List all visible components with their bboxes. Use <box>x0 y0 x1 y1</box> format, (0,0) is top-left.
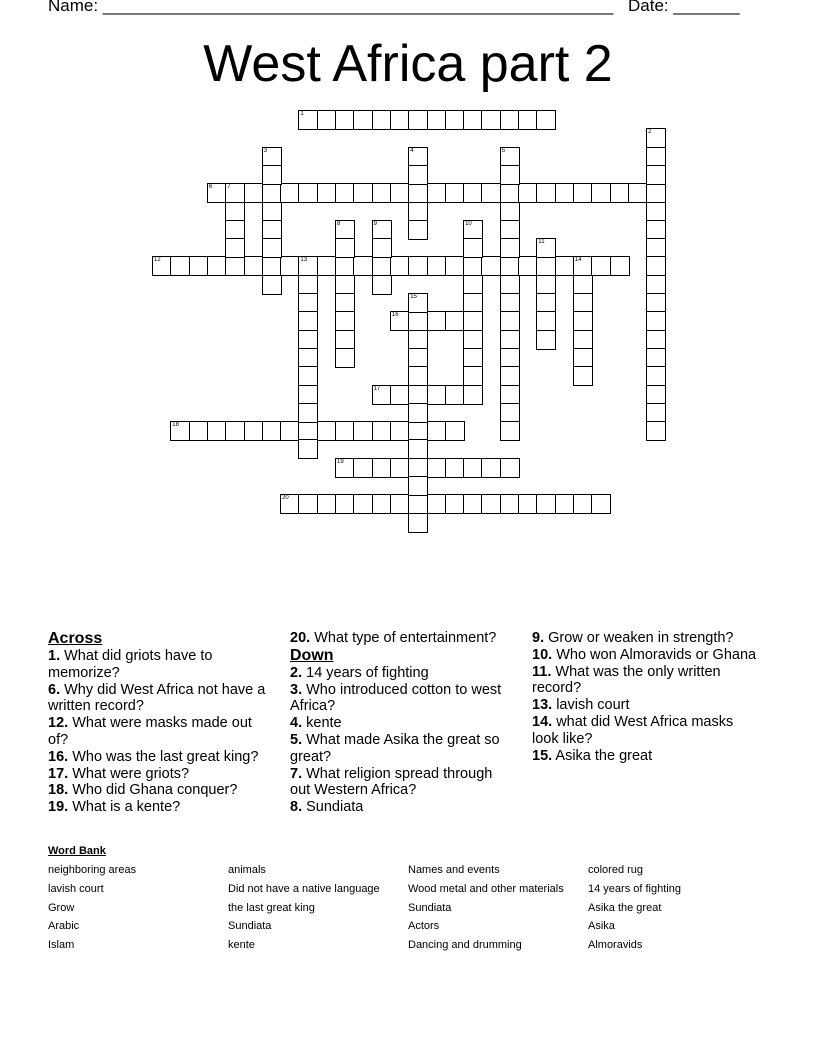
crossword-cell[interactable] <box>536 330 556 350</box>
crossword-cell[interactable] <box>573 275 593 295</box>
crossword-cell[interactable] <box>335 293 355 313</box>
crossword-cell[interactable] <box>225 256 245 276</box>
crossword-cell[interactable] <box>500 458 520 478</box>
crossword-cell[interactable] <box>463 311 483 331</box>
clue-number: 1 <box>300 111 304 117</box>
clue-number: 8 <box>337 220 341 227</box>
crossword-cell[interactable] <box>262 275 282 295</box>
clue-across-18: 18. Who did Ghana conquer? <box>48 782 238 799</box>
crossword-cell[interactable] <box>463 220 483 240</box>
clue-down-13: 13. lavish court <box>532 697 630 714</box>
crossword-cell[interactable] <box>408 421 428 441</box>
clue-column-3 <box>532 630 757 764</box>
crossword-cell[interactable] <box>500 165 520 185</box>
crossword-cell[interactable] <box>463 183 483 203</box>
crossword-cell[interactable] <box>646 202 666 222</box>
crossword-cell[interactable] <box>262 238 282 258</box>
crossword-cell[interactable] <box>463 293 483 313</box>
word-bank-item: Grow <box>48 901 75 914</box>
crossword-cell[interactable] <box>298 330 318 350</box>
crossword-cell[interactable] <box>646 421 666 441</box>
crossword-cell[interactable] <box>646 238 666 258</box>
crossword-cell[interactable] <box>573 293 593 313</box>
crossword-cell[interactable] <box>298 421 318 441</box>
crossword-cell[interactable] <box>390 385 410 405</box>
crossword-cell[interactable] <box>536 238 556 258</box>
crossword-cell[interactable] <box>262 220 282 240</box>
crossword-cell[interactable] <box>463 110 483 130</box>
crossword-cell[interactable] <box>481 494 501 514</box>
crossword-cell[interactable] <box>262 421 282 441</box>
crossword-cell[interactable] <box>262 202 282 222</box>
crossword-cell[interactable] <box>372 183 392 203</box>
crossword-cell[interactable] <box>207 183 227 203</box>
crossword-cell[interactable] <box>244 421 264 441</box>
crossword-cell[interactable] <box>463 256 483 276</box>
crossword-cell[interactable] <box>408 494 428 514</box>
crossword-cell[interactable] <box>298 275 318 295</box>
crossword-cell[interactable] <box>298 439 318 459</box>
crossword-cell[interactable] <box>225 220 245 240</box>
crossword-cell[interactable] <box>335 238 355 258</box>
clue-number: 10 <box>465 220 472 227</box>
crossword-cell[interactable] <box>481 183 501 203</box>
crossword-cell[interactable] <box>445 494 465 514</box>
crossword-cell[interactable] <box>500 238 520 258</box>
crossword-cell[interactable] <box>372 238 392 258</box>
crossword-cell[interactable] <box>573 494 593 514</box>
crossword-cell[interactable] <box>152 256 172 276</box>
crossword-cell[interactable] <box>225 421 245 441</box>
across-heading: Across <box>48 630 103 647</box>
crossword-cell[interactable] <box>536 110 556 130</box>
crossword-cell[interactable] <box>445 385 465 405</box>
crossword-cell[interactable] <box>536 275 556 295</box>
crossword-cell[interactable] <box>280 494 300 514</box>
crossword-cell[interactable] <box>408 293 428 313</box>
clue-down-3: 3. Who introduced cotton to west Africa? <box>290 681 502 715</box>
crossword-cell[interactable] <box>335 183 355 203</box>
clue-down-14: 14. what did West Africa masks look like? <box>532 713 734 747</box>
crossword-cell[interactable] <box>500 147 520 167</box>
word-bank-item: lavish court <box>48 882 104 895</box>
crossword-cell[interactable] <box>646 348 666 368</box>
crossword-cell[interactable] <box>408 476 428 496</box>
crossword-cell[interactable] <box>298 110 318 130</box>
clue-across-19: 19. What is a kente? <box>48 799 181 816</box>
clue-number: 12 <box>154 257 161 264</box>
crossword-cell[interactable] <box>518 183 538 203</box>
crossword-cell[interactable] <box>317 256 337 276</box>
crossword-cell[interactable] <box>390 458 410 478</box>
clue-down-2: 2. 14 years of fighting <box>290 664 429 681</box>
crossword-cell[interactable] <box>427 110 447 130</box>
crossword-cell[interactable] <box>372 458 392 478</box>
word-bank-item: Arabic <box>48 920 80 933</box>
crossword-cell[interactable] <box>646 128 666 148</box>
crossword-cell[interactable] <box>610 256 630 276</box>
word-bank-item: kente <box>228 939 255 952</box>
crossword-cell[interactable] <box>408 147 428 167</box>
crossword-cell[interactable] <box>390 494 410 514</box>
word-bank-item: Actors <box>408 920 440 933</box>
word-bank-item: 14 years of fighting <box>588 882 681 895</box>
crossword-cell[interactable] <box>390 110 410 130</box>
clue-number: 18 <box>172 422 179 429</box>
crossword-cell[interactable] <box>500 330 520 350</box>
clue-number: 20 <box>282 495 289 502</box>
crossword-cell[interactable] <box>207 421 227 441</box>
crossword-cell[interactable] <box>646 366 666 386</box>
crossword-cell[interactable] <box>628 183 648 203</box>
crossword-cell[interactable] <box>555 183 575 203</box>
crossword-cell[interactable] <box>573 183 593 203</box>
crossword-cell[interactable] <box>207 256 227 276</box>
crossword-cell[interactable] <box>170 256 190 276</box>
clue-across-16: 16. Who was the last great king? <box>48 748 259 765</box>
crossword-cell[interactable] <box>646 330 666 350</box>
crossword-cell[interactable] <box>500 348 520 368</box>
crossword-cell[interactable] <box>317 494 337 514</box>
crossword-cell[interactable] <box>646 385 666 405</box>
word-bank-item: Asika the great <box>588 901 662 914</box>
crossword-cell[interactable] <box>536 494 556 514</box>
crossword-cell[interactable] <box>353 256 373 276</box>
crossword-cell[interactable] <box>445 311 465 331</box>
crossword-cell[interactable] <box>262 165 282 185</box>
crossword-cell[interactable] <box>390 256 410 276</box>
crossword-cell[interactable] <box>500 494 520 514</box>
crossword-cell[interactable] <box>372 421 392 441</box>
crossword-cell[interactable] <box>573 348 593 368</box>
crossword-cell[interactable] <box>463 348 483 368</box>
crossword-cell[interactable] <box>408 330 428 350</box>
crossword-cell[interactable] <box>500 421 520 441</box>
word-bank-item: Sundiata <box>408 901 452 914</box>
crossword-cell[interactable] <box>646 403 666 423</box>
crossword-cell[interactable] <box>372 256 392 276</box>
crossword-cell[interactable] <box>372 220 392 240</box>
word-bank-item: Did not have a native language <box>228 882 380 895</box>
crossword-cell[interactable] <box>298 494 318 514</box>
crossword-cell[interactable] <box>427 421 447 441</box>
crossword-cell[interactable] <box>408 165 428 185</box>
crossword-cell[interactable] <box>500 293 520 313</box>
crossword-cell[interactable] <box>317 183 337 203</box>
crossword-cell[interactable] <box>463 275 483 295</box>
crossword-cell[interactable] <box>262 256 282 276</box>
crossword-cell[interactable] <box>591 256 611 276</box>
down-heading: Down <box>290 646 334 664</box>
word-bank-item: Sundiata <box>228 920 272 933</box>
crossword-cell[interactable] <box>500 256 520 276</box>
crossword-cell[interactable] <box>610 183 630 203</box>
crossword-cell[interactable] <box>189 421 209 441</box>
crossword-cell[interactable] <box>298 256 318 276</box>
clue-across-20: 20. What type of entertainment? <box>290 630 497 646</box>
crossword-cell[interactable] <box>335 348 355 368</box>
crossword-cell[interactable] <box>225 202 245 222</box>
word-bank-item: the last great king <box>228 901 315 914</box>
crossword-cell[interactable] <box>500 183 520 203</box>
clue-number: 6 <box>208 184 213 191</box>
crossword-cell[interactable] <box>463 385 483 405</box>
crossword-cell[interactable] <box>372 275 392 295</box>
crossword-cell[interactable] <box>500 220 520 240</box>
crossword-cell[interactable] <box>445 183 465 203</box>
crossword-cell[interactable] <box>408 348 428 368</box>
crossword-cell[interactable] <box>298 348 318 368</box>
clue-number: 17 <box>373 385 381 392</box>
crossword-cell[interactable] <box>298 403 318 423</box>
crossword-cell[interactable] <box>408 513 428 533</box>
crossword-cell[interactable] <box>536 256 556 276</box>
word-bank-item: colored rug <box>588 864 644 876</box>
crossword-cell[interactable] <box>536 183 556 203</box>
clue-number: 3 <box>263 147 268 154</box>
crossword-cell[interactable] <box>335 494 355 514</box>
crossword-cell[interactable] <box>500 403 520 423</box>
name-field[interactable]: Name: ______________________________________________________ <box>48 0 614 15</box>
crossword-cell[interactable] <box>536 311 556 331</box>
crossword-cell[interactable] <box>481 256 501 276</box>
crossword-cell[interactable] <box>353 458 373 478</box>
crossword-cell[interactable] <box>298 311 318 331</box>
crossword-cell[interactable] <box>225 183 245 203</box>
crossword-cell[interactable] <box>518 256 538 276</box>
crossword-cell[interactable] <box>353 110 373 130</box>
crossword-cell[interactable] <box>500 311 520 331</box>
crossword-cell[interactable] <box>555 256 575 276</box>
crossword-cell[interactable] <box>262 183 282 203</box>
crossword-cell[interactable] <box>390 183 410 203</box>
crossword-cell[interactable] <box>189 256 209 276</box>
clue-down-5: 5. What made Asika the great so great? <box>290 731 500 765</box>
crossword-cell[interactable] <box>427 494 447 514</box>
clue-across-12: 12. What were masks made out of? <box>48 715 252 748</box>
crossword-cell[interactable] <box>408 366 428 386</box>
crossword-cell[interactable] <box>427 385 447 405</box>
crossword-cell[interactable] <box>500 366 520 386</box>
clue-number: 14 <box>574 257 582 264</box>
crossword-cell[interactable] <box>500 385 520 405</box>
crossword-cell[interactable] <box>445 256 465 276</box>
clue-number: 7 <box>227 184 231 191</box>
clue-number: 11 <box>538 239 545 246</box>
crossword-cell[interactable] <box>335 421 355 441</box>
crossword-cell[interactable] <box>518 494 538 514</box>
crossword-cell[interactable] <box>170 421 190 441</box>
clue-down-4: 4. kente <box>290 715 342 732</box>
crossword-cell[interactable] <box>262 147 282 167</box>
crossword-cell[interactable] <box>353 494 373 514</box>
crossword-cell[interactable] <box>646 220 666 240</box>
crossword-cell[interactable] <box>646 147 666 167</box>
crossword-cell[interactable] <box>463 238 483 258</box>
word-bank-title: Word Bank <box>48 845 106 857</box>
crossword-cell[interactable] <box>445 458 465 478</box>
crossword-cell[interactable] <box>463 366 483 386</box>
clue-number: 19 <box>337 458 344 465</box>
crossword-cell[interactable] <box>408 403 428 423</box>
crossword-cell[interactable] <box>646 165 666 185</box>
crossword-cell[interactable] <box>353 183 373 203</box>
clue-down-8: 8. Sundiata <box>290 799 364 816</box>
crossword-cell[interactable] <box>427 311 447 331</box>
crossword-cell[interactable] <box>408 202 428 222</box>
crossword-cell[interactable] <box>335 110 355 130</box>
crossword-cell[interactable] <box>298 183 318 203</box>
crossword-cell[interactable] <box>573 256 593 276</box>
crossword-cell[interactable] <box>335 220 355 240</box>
crossword-cell[interactable] <box>591 494 611 514</box>
crossword-cell[interactable] <box>408 183 428 203</box>
word-bank-item: Islam <box>48 939 75 952</box>
crossword-cell[interactable] <box>463 494 483 514</box>
crossword-cell[interactable] <box>573 311 593 331</box>
crossword-cell[interactable] <box>372 385 392 405</box>
crossword-cell[interactable] <box>244 183 264 203</box>
crossword-cell[interactable] <box>646 183 666 203</box>
crossword-cell[interactable] <box>481 110 501 130</box>
crossword-cell[interactable] <box>518 110 538 130</box>
word-bank-item: Almoravids <box>588 939 643 952</box>
clue-down-10: 10. Who won Almoravids or Ghana <box>532 646 757 663</box>
crossword-cell[interactable] <box>481 458 501 478</box>
crossword-cell[interactable] <box>372 110 392 130</box>
clue-number: 9 <box>373 220 377 227</box>
clue-down-9: 9. Grow or weaken in strength? <box>532 630 734 646</box>
crossword-cell[interactable] <box>427 183 447 203</box>
crossword-cell[interactable] <box>335 311 355 331</box>
clue-number: 5 <box>501 147 506 154</box>
clue-number: 2 <box>648 129 652 136</box>
crossword-cell[interactable] <box>591 183 611 203</box>
crossword-cell[interactable] <box>408 220 428 240</box>
clue-down-7: 7. What religion spread through out Western Africa? <box>290 765 493 799</box>
word-bank-item: neighboring areas <box>48 864 137 876</box>
crossword-cell[interactable] <box>500 202 520 222</box>
crossword-cell[interactable] <box>646 256 666 276</box>
crossword-cell[interactable] <box>573 330 593 350</box>
crossword-cell[interactable] <box>445 110 465 130</box>
crossword-cell[interactable] <box>500 110 520 130</box>
crossword-cell[interactable] <box>408 385 428 405</box>
crossword-cell[interactable] <box>335 275 355 295</box>
crossword-cell[interactable] <box>317 110 337 130</box>
crossword-cell[interactable] <box>353 421 373 441</box>
crossword-cell[interactable] <box>298 366 318 386</box>
word-bank-item: Names and events <box>408 864 500 876</box>
clue-number: 13 <box>300 257 308 264</box>
clue-number: 15 <box>410 294 417 300</box>
crossword-cell[interactable] <box>390 311 410 331</box>
clue-down-11: 11. What was the only written record? <box>532 663 721 697</box>
crossword-cell[interactable] <box>335 256 355 276</box>
crossword-cell[interactable] <box>372 494 392 514</box>
crossword-cell[interactable] <box>646 293 666 313</box>
crossword-cell[interactable] <box>317 421 337 441</box>
page-title: West Africa part 2 <box>203 35 613 93</box>
crossword-cell[interactable] <box>335 330 355 350</box>
word-bank-item: Dancing and drumming <box>408 939 522 952</box>
clue-across-1: 1. What did griots have to memorize? <box>48 648 213 681</box>
crossword-cell[interactable] <box>298 293 318 313</box>
crossword-cell[interactable] <box>408 110 428 130</box>
clue-across-17: 17. What were griots? <box>48 765 190 782</box>
crossword-cell[interactable] <box>298 385 318 405</box>
crossword-cell[interactable] <box>555 494 575 514</box>
crossword-cell[interactable] <box>280 421 300 441</box>
crossword-cell[interactable] <box>463 330 483 350</box>
crossword-cell[interactable] <box>463 458 483 478</box>
crossword-cell[interactable] <box>427 458 447 478</box>
clue-column-1 <box>48 630 273 816</box>
clue-down-15: 15. Asika the great <box>532 747 653 764</box>
crossword-cell[interactable] <box>646 311 666 331</box>
crossword-cell[interactable] <box>225 238 245 258</box>
crossword-cell[interactable] <box>408 439 428 459</box>
clue-number: 16 <box>391 312 399 319</box>
crossword-cell[interactable] <box>280 256 300 276</box>
crossword-cell[interactable] <box>408 256 428 276</box>
clue-column-2 <box>290 630 515 816</box>
date-field[interactable]: Date: _______ <box>628 0 740 15</box>
crossword-cell[interactable] <box>500 275 520 295</box>
crossword-cell[interactable] <box>280 183 300 203</box>
crossword-cell[interactable] <box>536 293 556 313</box>
crossword-cell[interactable] <box>408 311 428 331</box>
crossword-cell[interactable] <box>335 458 355 478</box>
word-bank-item: animals <box>228 864 266 876</box>
crossword-cell[interactable] <box>408 458 428 478</box>
crossword-cell[interactable] <box>244 256 264 276</box>
crossword-cell[interactable] <box>646 275 666 295</box>
crossword-cell[interactable] <box>573 366 593 386</box>
crossword-cell[interactable] <box>427 256 447 276</box>
clue-number: 4 <box>410 147 414 154</box>
clue-across-6: 6. Why did West Africa not have a written record? <box>48 681 266 715</box>
crossword-cell[interactable] <box>445 421 465 441</box>
word-bank-item: Wood metal and other materials <box>408 882 564 895</box>
crossword-cell[interactable] <box>390 421 410 441</box>
word-bank-item: Asika <box>588 920 615 933</box>
